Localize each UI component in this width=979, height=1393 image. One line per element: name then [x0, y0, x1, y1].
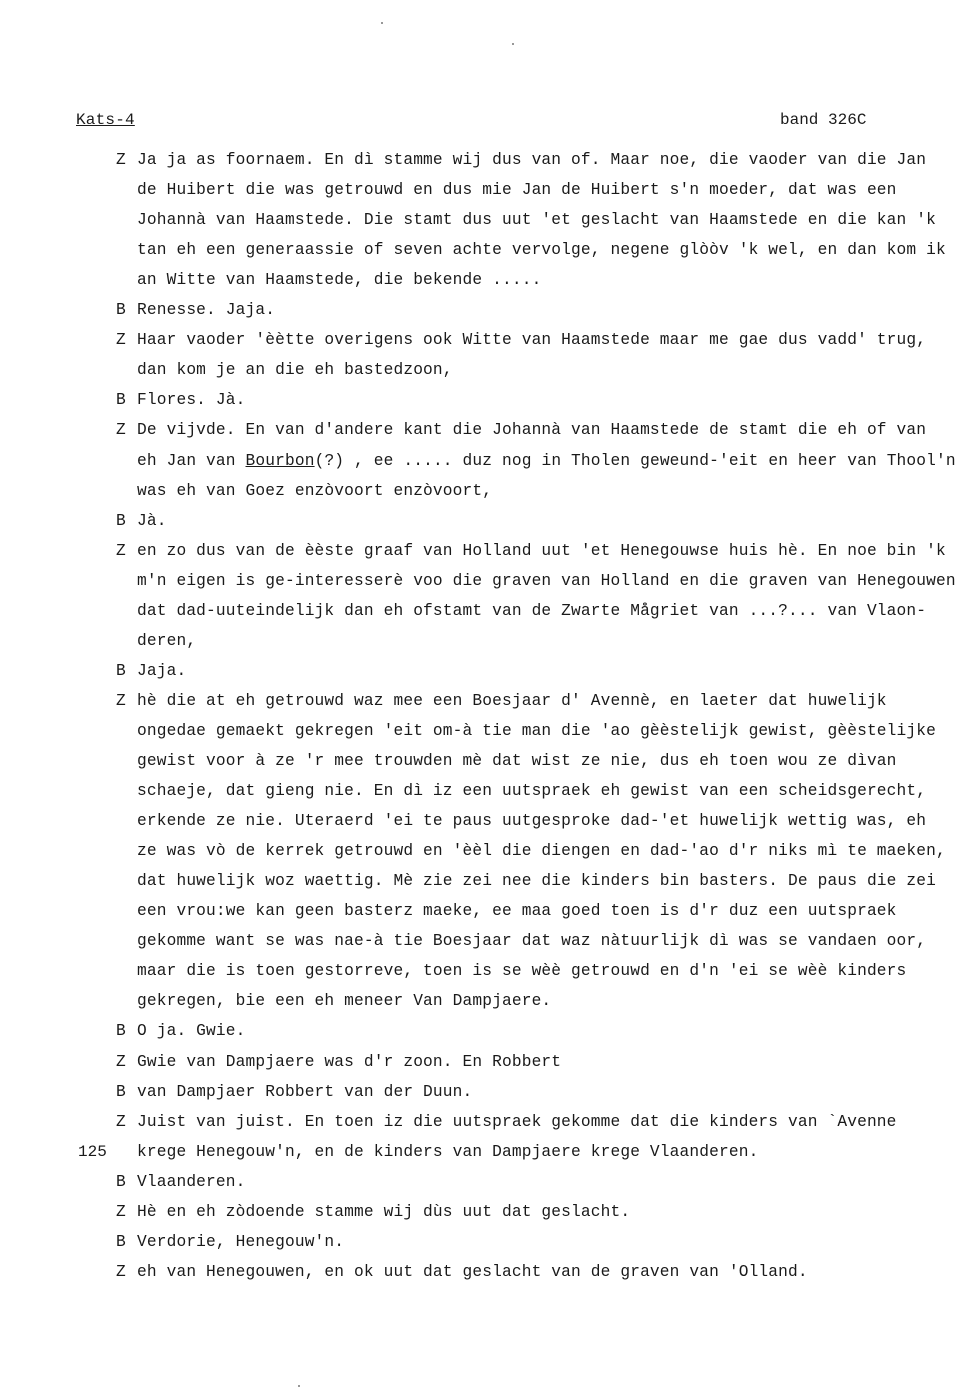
- speaker-label: B: [116, 661, 126, 680]
- line-text: hè die at eh getrouwd waz mee een Boesjaar d' Avennè, en laeter dat huwelijk: [137, 691, 887, 710]
- transcript-line: [137, 360, 453, 380]
- transcript-line: [137, 1172, 246, 1192]
- transcript-line: [137, 1202, 630, 1222]
- transcript-line: [137, 300, 275, 320]
- speaker-label: Z: [116, 691, 126, 710]
- transcript-line: [137, 270, 541, 290]
- transcript-line: [137, 1082, 472, 1102]
- transcript-line: [137, 330, 926, 350]
- line-text: een vrou:we kan geen basterz maeke, ee maa goed toen is d'r duz een uutspraek: [137, 902, 897, 921]
- line-text: krege Henegouw'n, en de kinders van Dampjaere krege Vlaanderen.: [137, 1142, 759, 1161]
- line-text: deren,: [137, 631, 197, 650]
- transcript-line: [137, 601, 926, 621]
- line-text: Renesse. Jaja.: [137, 301, 276, 320]
- line-text: Johannà van Haamstede. Die stamt dus uut 'et geslacht van Haamstede en die kan 'k: [137, 211, 936, 230]
- transcript-line: [137, 781, 926, 801]
- line-text: schaeje, dat gieng nie. En dì iz een uutspraek eh gewist van een scheidsgerecht,: [137, 782, 927, 801]
- line-text: Vlaanderen.: [137, 1172, 246, 1191]
- speaker-label: B: [116, 301, 126, 320]
- transcript-line: [137, 871, 936, 891]
- speaker-label: B: [116, 511, 126, 530]
- line-number-margin: 125: [78, 1142, 107, 1161]
- line-text: erkende ze nie. Uteraerd 'ei te paus uutgesproke dad-'et huwelijk wettig was, eh: [137, 812, 927, 831]
- line-text: dat dad-uuteindelijk dan eh ofstamt van de Zwarte Mågriet van ...?... van Vlaon-: [137, 601, 927, 620]
- line-text: dat huwelijk woz waettig. Mè zie zei nee die kinders bin basters. De paus die zei: [137, 872, 936, 891]
- speaker-label: Z: [116, 421, 126, 440]
- line-text: gewist voor à ze 'r mee trouwden mè dat wist ze nie, dus eh toen wou ze dìvan: [137, 752, 897, 770]
- transcript-line: [137, 811, 926, 831]
- transcript-line: [137, 751, 897, 771]
- line-text: Verdorie, Henegouw'n.: [137, 1232, 345, 1251]
- transcript-line: [137, 631, 196, 651]
- transcript-line: [137, 150, 926, 170]
- line-text: gekregen, bie een eh meneer Van Dampjaere.: [137, 992, 552, 1011]
- line-text: Jà.: [137, 511, 167, 530]
- scan-speck: [512, 43, 514, 45]
- transcript-line: [137, 541, 946, 561]
- scan-speck: [381, 22, 383, 24]
- line-text: was eh van Goez enzòvoort enzòvoort,: [137, 481, 493, 500]
- line-text: van Dampjaer Robbert van der Duun.: [137, 1082, 473, 1101]
- transcript-line: [137, 841, 946, 861]
- line-text: an Witte van Haamstede, die bekende .....: [137, 271, 542, 290]
- line-text: Flores. Jà.: [137, 391, 246, 410]
- line-text: Juist van juist. En toen iz die uutspraek gekomme dat die kinders van `Avenne: [137, 1112, 897, 1131]
- transcript-line: [137, 1021, 246, 1041]
- speaker-label: Z: [116, 1052, 126, 1071]
- speaker-label: Z: [116, 1202, 126, 1221]
- line-text: Gwie van Dampjaere was d'r zoon. En Robbert: [137, 1052, 562, 1071]
- transcript-line: [137, 721, 936, 741]
- transcript-line: [137, 571, 956, 591]
- transcript-line: [137, 931, 926, 951]
- line-text: (?) , ee ..... duz nog in Tholen geweund-'eit en heer van Thool'n: [314, 451, 956, 470]
- line-text: eh Jan van: [137, 451, 246, 470]
- transcript-line: [137, 1262, 808, 1282]
- line-text: dan kom je an die eh bastedzoon,: [137, 361, 453, 380]
- line-text: gekomme want se was nae-à tie Boesjaar dat waz nàtuurlijk dì was se vandaen oor,: [137, 932, 927, 951]
- line-text: Hè en eh zòdoende stamme wij dùs uut dat geslacht.: [137, 1202, 631, 1221]
- transcript-line: [137, 240, 946, 260]
- speaker-label: Z: [116, 1112, 126, 1131]
- line-text: O ja. Gwie.: [137, 1022, 246, 1041]
- line-text: Haar vaoder 'èètte overigens ook Witte van Haamstede maar me gae dus vadd' trug,: [137, 331, 927, 350]
- transcript-line: [137, 961, 906, 981]
- transcript-line: [137, 210, 936, 230]
- transcript-line: [137, 1142, 758, 1162]
- transcript-line: [137, 661, 186, 681]
- speaker-label: Z: [116, 151, 126, 169]
- line-text: De vijvde. En van d'andere kant die Johannà van Haamstede de stamt die eh of van: [137, 421, 927, 440]
- speaker-label: Z: [116, 541, 126, 560]
- speaker-label: B: [116, 1172, 126, 1191]
- transcript-line: [137, 511, 167, 531]
- scan-speck: [298, 1385, 300, 1387]
- line-text: tan eh een generaassie of seven achte vervolge, negene glòòv 'k wel, en dan kom ik: [137, 241, 946, 260]
- line-text: maar die is toen gestorreve, toen is se wèè getrouwd en d'n 'ei se wèè kinders: [137, 962, 907, 981]
- line-text: Ja ja as foornaem. En dì stamme wij dus van of. Maar noe, die vaoder van die Jan: [137, 151, 927, 169]
- line-text: en zo dus van de èèste graaf van Holland uut 'et Henegouwse huis hè. En noe bin 'k: [137, 541, 946, 560]
- transcript-line: [137, 180, 897, 200]
- transcript-line: [137, 691, 887, 711]
- transcript-line: [137, 420, 926, 440]
- speaker-label: B: [116, 1232, 126, 1251]
- transcript-line: [137, 901, 897, 921]
- document-id: Kats-4: [76, 111, 135, 129]
- tape-reference: band 326C: [780, 111, 867, 129]
- speaker-label: B: [116, 1022, 126, 1041]
- transcript-line: [137, 1112, 897, 1132]
- speaker-label: Z: [116, 1262, 126, 1281]
- speaker-label: Z: [116, 331, 126, 350]
- transcript-line: [137, 1232, 344, 1252]
- line-text: de Huibert die was getrouwd en dus mie Jan de Huibert s'n moeder, dat was een: [137, 181, 897, 200]
- transcript-line: [137, 1052, 561, 1072]
- line-text: m'n eigen is ge-interesserè voo die graven van Holland en die graven van Henegouwen: [137, 571, 956, 590]
- speaker-label: B: [116, 391, 126, 410]
- speaker-label: B: [116, 1082, 126, 1101]
- line-text: Jaja.: [137, 661, 187, 680]
- line-text: ze was vò de kerrek getrouwd en 'èèl die diengen en dad-'ao d'r niks mì te maeken,: [137, 842, 946, 861]
- line-text: ongedae gemaekt gekregen 'eit om-à tie man die 'ao gèèstelijk gewist, gèèstelijke: [137, 721, 936, 740]
- transcript-line: [137, 481, 492, 501]
- underlined-word: Bourbon: [245, 451, 315, 470]
- transcript-line: [137, 991, 551, 1011]
- line-text: eh van Henegouwen, en ok uut dat geslacht van de graven van 'Olland.: [137, 1262, 808, 1281]
- transcript-line: [137, 451, 956, 471]
- transcript-line: [137, 390, 246, 410]
